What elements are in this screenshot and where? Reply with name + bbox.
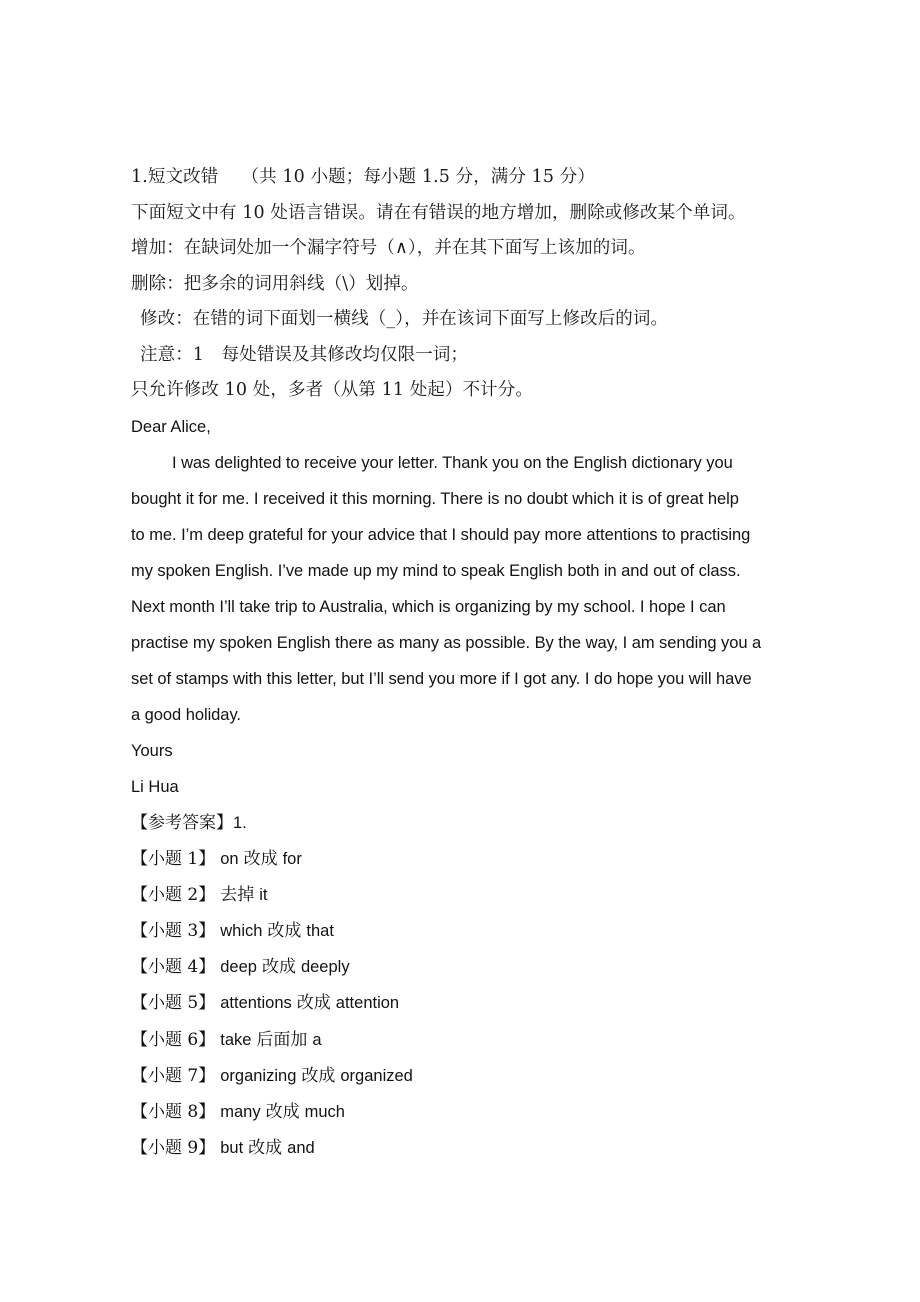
answer-item-part: take [220, 1030, 252, 1049]
answer-item-part: attention [335, 994, 400, 1013]
answer-item-part: 改成 [265, 1101, 300, 1122]
answer-item-tag: 【小题 8】 [131, 1101, 216, 1122]
answer-key-heading [131, 805, 803, 841]
answer-item-part: a [312, 1030, 322, 1049]
answer-item-part: but [220, 1139, 244, 1158]
letter-body-line-6: practise my spoken English there as many as possible. By the way, I am sending you a [131, 633, 762, 652]
letter-closing: Yours [131, 741, 173, 760]
answer-item-part: organizing [220, 1066, 297, 1085]
answer-item [131, 949, 803, 985]
answer-item-tag: 【小题 2】 [131, 884, 216, 905]
answer-item-part: 后面加 [256, 1029, 308, 1050]
answer-item-part: 改成 [301, 1065, 336, 1086]
answer-key-number: 1. [233, 813, 247, 832]
document-content [131, 160, 803, 1166]
instruction-line-3: 删除：把多余的词用斜线（\）划掉。 [131, 273, 419, 294]
letter-salutation: Dear Alice, [131, 417, 211, 436]
answer-item-part: which [220, 921, 263, 940]
answer-item-tag: 【小题 6】 [131, 1029, 216, 1050]
answer-item-tag: 【小题 1】 [131, 848, 216, 869]
answer-item-part: attentions [220, 994, 292, 1013]
answer-item-part: 改成 [261, 957, 296, 978]
instruction-line-5: 注意：1 每处错误及其修改均仅限一词； [140, 344, 469, 365]
letter-body-line-5: Next month I’ll take trip to Australia, which is organizing by my school. I hope I can [131, 597, 726, 616]
answer-item-part: it [259, 885, 268, 904]
letter-body-line-3: to me. I’m deep grateful for your advice that I should pay more attentions to practising [131, 525, 751, 544]
instruction-line-4: 修改：在错的词下面划一横线（_），并在该词下面写上修改后的词。 [140, 309, 669, 329]
answer-item-part: on [220, 849, 239, 868]
answer-item [131, 1094, 803, 1130]
exercise-title: 1.短文改错 （共 10 小题；每小题 1.5 分，满分 15 分） [131, 167, 596, 187]
instructions-block [131, 196, 803, 409]
answer-item-part: much [304, 1102, 345, 1121]
answer-item-tag: 【小题 5】 [131, 993, 216, 1014]
answer-item-part: 去掉 [220, 884, 255, 905]
answer-item-part: 改成 [267, 920, 302, 941]
answer-item [131, 1058, 803, 1094]
letter-body-line-7: set of stamps with this letter, but I’ll send you more if I got any. I do hope you will have [131, 669, 752, 688]
answer-item-part: deep [220, 958, 257, 977]
answer-item-tag: 【小题 9】 [131, 1138, 216, 1159]
answer-item [131, 985, 803, 1021]
answer-item [131, 1022, 803, 1058]
answer-item-tag: 【小题 4】 [131, 957, 216, 978]
answer-item-part: organized [340, 1066, 413, 1085]
instruction-line-6: 只允许修改 10 处，多者（从第 11 处起）不计分。 [131, 380, 533, 400]
instruction-line-2: 增加：在缺词处加一个漏字符号（∧），并在其下面写上该加的词。 [131, 238, 646, 258]
letter-body-line-1: I was delighted to receive your letter. Thank you on the English dictionary you [172, 453, 733, 472]
letter-body-line-4: my spoken English. I’ve made up my mind to speak English both in and out of class. [131, 561, 741, 580]
answer-item-part: for [282, 849, 302, 868]
answer-item-part: 改成 [296, 993, 331, 1014]
answer-item [131, 877, 803, 913]
answer-key-label: 【参考答案】 [131, 812, 233, 833]
answer-item [131, 1130, 803, 1166]
answer-item-part: 改成 [243, 848, 278, 869]
letter-body-line-2: bought it for me. I received it this morning. There is no doubt which it is of great help [131, 489, 739, 508]
answer-item-part: and [287, 1139, 315, 1158]
answer-item-tag: 【小题 7】 [131, 1065, 216, 1086]
instruction-line-1: 下面短文中有 10 处语言错误。请在有错误的地方增加，删除或修改某个单词。 [131, 202, 746, 223]
answer-item [131, 841, 803, 877]
letter-body [131, 445, 803, 733]
letter-signature: Li Hua [131, 777, 179, 796]
answer-item-part: deeply [300, 958, 350, 977]
answer-item [131, 913, 803, 949]
answer-item-part: that [306, 921, 334, 940]
answer-item-tag: 【小题 3】 [131, 920, 216, 941]
answer-item-part: many [220, 1102, 261, 1121]
answer-key-list [131, 841, 803, 1167]
answer-item-part: 改成 [248, 1138, 283, 1159]
letter-body-line-8: a good holiday. [131, 705, 241, 724]
